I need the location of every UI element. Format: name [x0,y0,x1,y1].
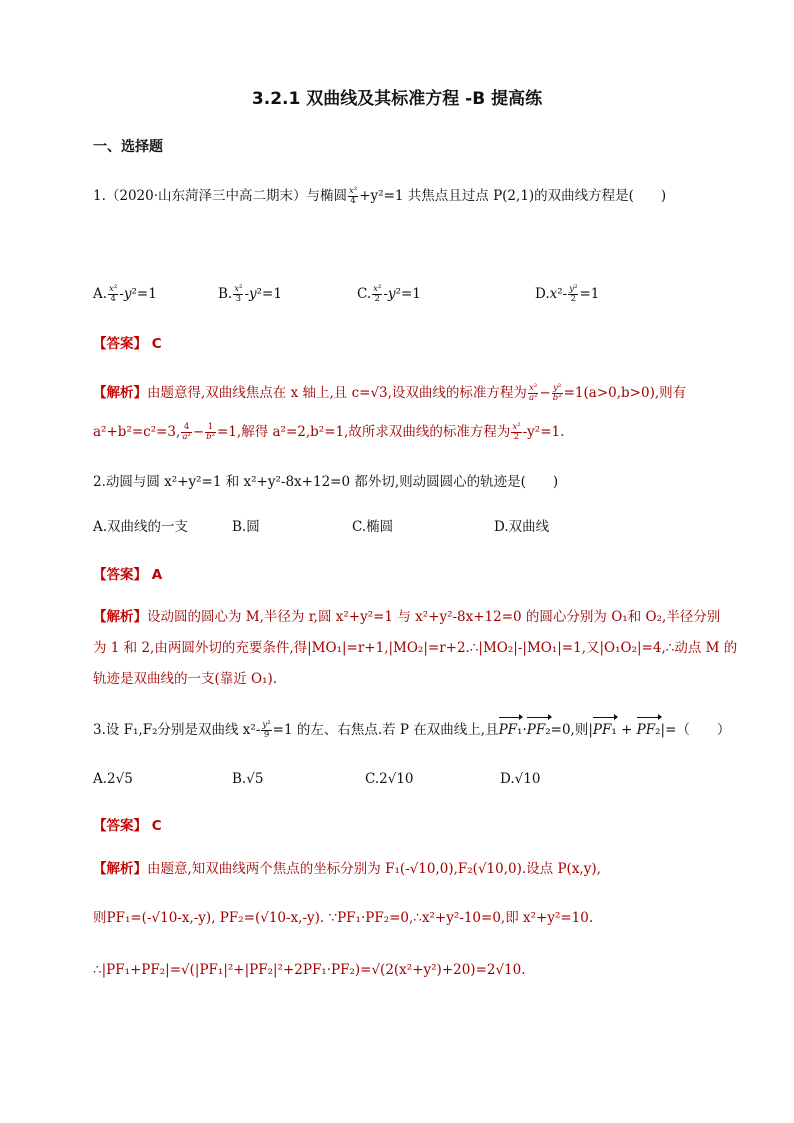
q3-analysis-line3: ∴|PF₁+PF₂|=√(|PF₁|²+|PF₂|²+2PF₁·PF₂)=√(2(x²+y²)+20)=2√10. [93,962,526,978]
q1-answer: 【答案】 C [93,336,162,352]
q1-analysis-line1: 【解析】由题意得,双曲线焦点在 x 轴上,且 c=√3,设双曲线的标准方程为 $\frac{\text{x²}}{\text{a²}}$ − $\frac{\text{y²}}{\text{b²}}$ =1(a>0,b>0),则有 [93,383,687,403]
q3-option-d[interactable]: D.√10 [500,771,541,787]
q2-option-d[interactable]: D.双曲线 [494,519,550,535]
q2-analysis-line3: 轨迹是双曲线的一支(靠近 O₁). [93,671,278,687]
q3-option-c[interactable]: C.2√10 [365,771,414,787]
q1-option-c[interactable]: C. $\frac{\text{x²}}{2}$ -y²=1 [357,284,421,304]
q2-stem: 2.动圆与圆 x²+y²=1 和 x²+y²-8x+12=0 都外切,则动圆圆心的轨迹是( ) [93,474,559,490]
q2-analysis-line2: 为 1 和 2,由两圆外切的充要条件,得|MO₁|=r+1,|MO₂|=r+2.∴|MO₂|-|MO₁|=1,又|O₁O₂|=4,∴动点 M 的 [93,640,738,656]
q1-analysis-line2: a²+b²=c²=3, $\frac{4}{\text{a²}}$ − $\frac{1}{\text{b²}}$ =1,解得 a²=2,b²=1,故所求双曲线的标准方程为 $\frac{\text{x²}}{2}$ -y²=1. [93,422,565,442]
q3-option-b[interactable]: B.√5 [232,771,264,787]
section-heading: 一、选择题 [93,139,163,155]
q3-option-a[interactable]: A.2√5 [93,771,133,787]
q2-answer: 【答案】 A [93,567,163,583]
q2-option-b[interactable]: B.圆 [232,519,260,535]
q1-option-b[interactable]: B. $\frac{\text{x²}}{3}$ -y²=1 [218,284,282,304]
q3-analysis-line1: 【解析】由题意,知双曲线两个焦点的坐标分别为 F₁(-√10,0),F₂(√10,0).设点 P(x,y), [93,861,601,877]
q2-analysis-line1: 【解析】设动圆的圆心为 M,半径为 r,圆 x²+y²=1 与 x²+y²-8x+12=0 的圆心分别为 O₁和 O₂,半径分别 [93,609,721,625]
q1-option-d[interactable]: D.x²- $\frac{\text{y²}}{2}$ =1 [535,284,600,304]
page-title: 3.2.1 双曲线及其标准方程 -B 提高练 [251,89,543,109]
q2-option-c[interactable]: C.椭圆 [352,519,394,535]
q2-option-a[interactable]: A.双曲线的一支 [93,519,189,535]
q3-analysis-line2: 则PF₁=(-√10-x,-y), PF₂=(√10-x,-y). ∵PF₁·PF₂=0,∴x²+y²-10=0,即 x²+y²=10. [93,910,594,926]
q1-stem: 1.（2020·山东菏泽三中高二期末）与椭圆 $\frac{\text{x²}}{4}$ +y²=1 共焦点且过点 P(2,1)的双曲线方程是( ) [93,186,667,206]
q3-stem: 3.设 F₁,F₂分别是双曲线 x²- $\frac{\text{y²}}{9}$ =1 的左、右焦点.若 P 在双曲线上,且PF₁·PF₂=0,则|PF₁ + PF₂|=（ ） [93,720,731,740]
q3-answer: 【答案】 C [93,818,162,834]
q1-option-a[interactable]: A. $\frac{\text{x²}}{4}$ -y²=1 [93,284,157,304]
